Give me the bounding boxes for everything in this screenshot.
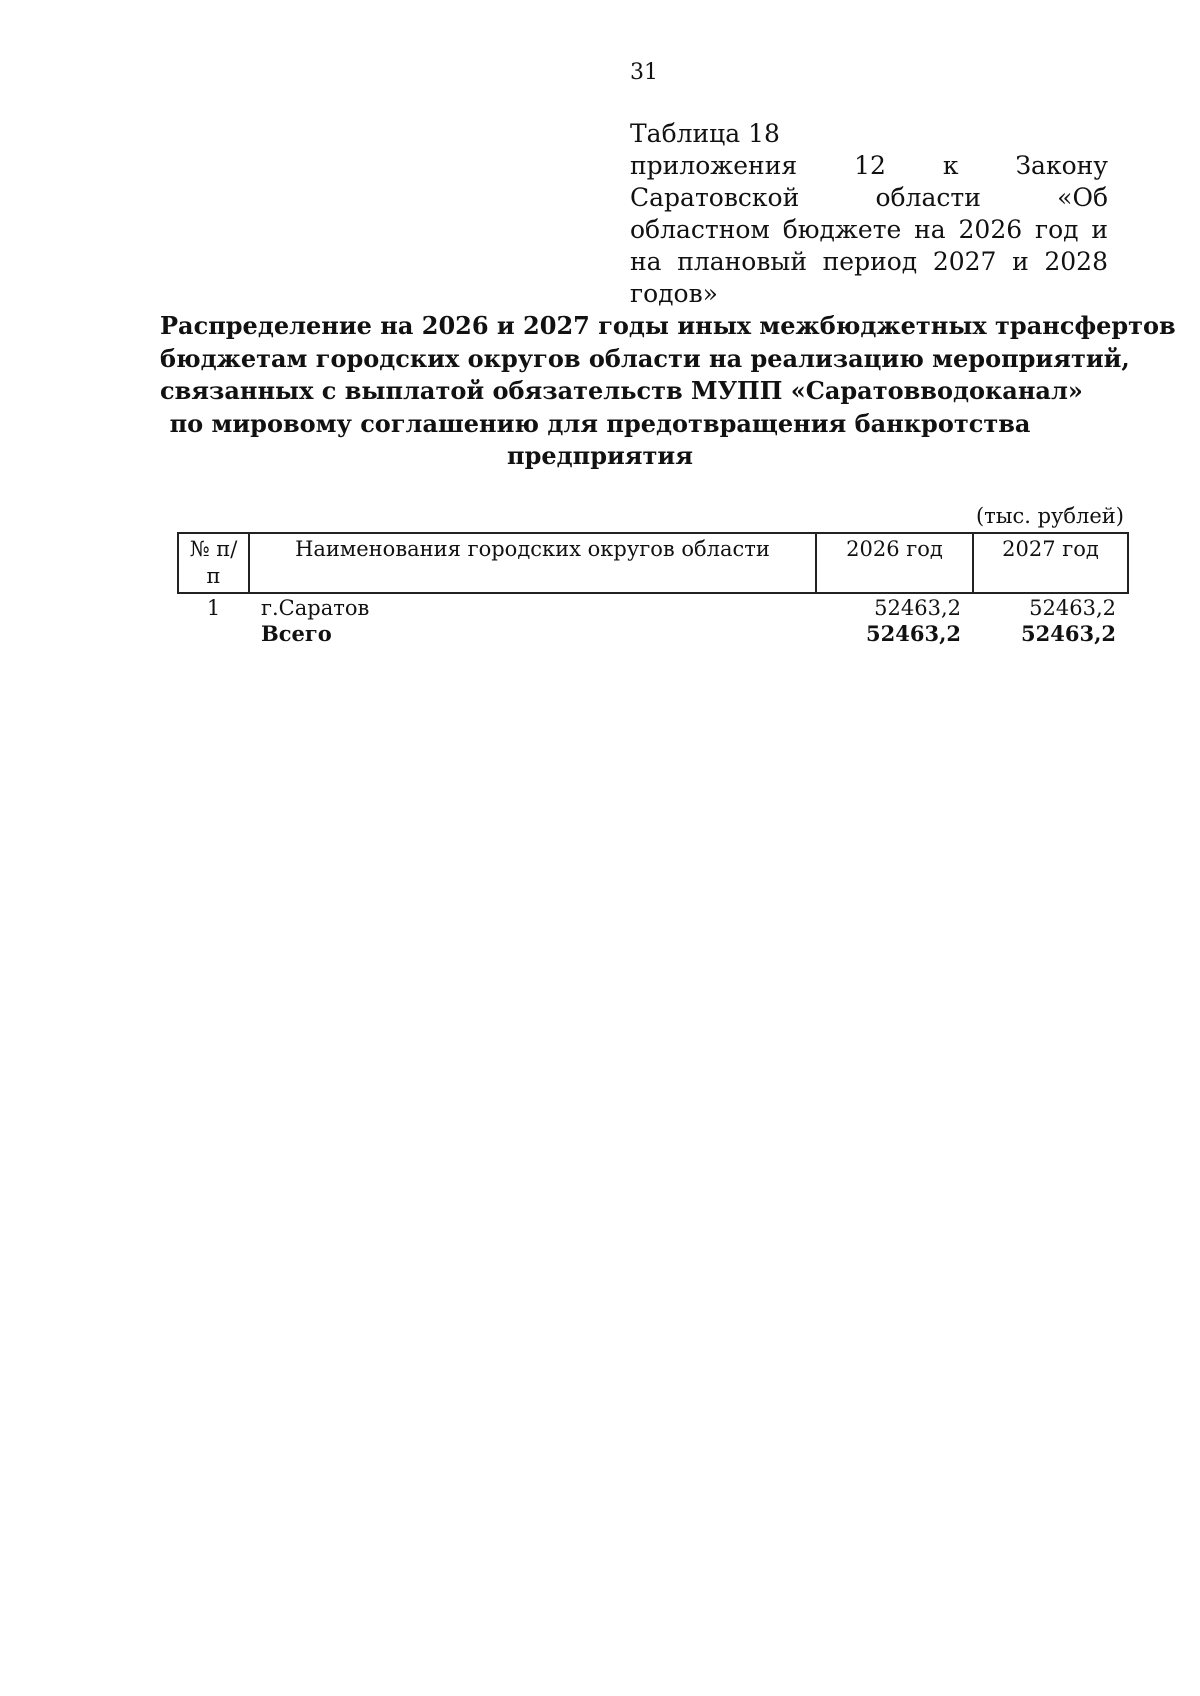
header-year-2027: 2027 год: [973, 533, 1128, 593]
table-header-row: [178, 533, 1128, 593]
header-number: № п/п: [178, 533, 249, 593]
title-line: по мировому соглашению для предотвращения банкротства: [169, 408, 1031, 438]
units-note: (тыс. рублей): [975, 504, 1124, 528]
total-value-2026: 52463,2: [866, 621, 961, 646]
row-value-2026: 52463,2: [874, 596, 961, 620]
title-line: Распределение на 2026 и 2027 годы иных межбюджетных трансфертов: [160, 311, 1176, 340]
transfers-table: [177, 532, 1129, 646]
row-number: 1: [206, 596, 221, 620]
annex-text: приложения 12 к Закону Саратовской области «Об областном бюджете на 2026 год и на плановый период 2027 и 2028 годов»: [630, 151, 1108, 308]
table-row: [178, 593, 1128, 620]
page-number: 31: [630, 60, 658, 85]
row-district-name: г.Саратов: [261, 596, 370, 620]
total-row: [178, 620, 1128, 646]
total-value-2027: 52463,2: [1021, 621, 1116, 646]
total-number: [178, 620, 249, 646]
total-label: Всего: [261, 621, 332, 646]
title-line: связанных с выплатой обязательств МУПП «Саратовводоканал»: [160, 376, 1083, 405]
title-line: предприятия: [507, 441, 693, 470]
annex-table-number: Таблица 18: [630, 119, 780, 148]
annex-reference: [630, 118, 1108, 310]
header-year-2026: 2026 год: [816, 533, 973, 593]
document-title: [160, 310, 1176, 473]
header-district-name: Наименования городских округов области: [249, 533, 816, 593]
row-value-2027: 52463,2: [1029, 596, 1116, 620]
title-line: бюджетам городских округов области на реализацию мероприятий,: [160, 343, 1130, 373]
